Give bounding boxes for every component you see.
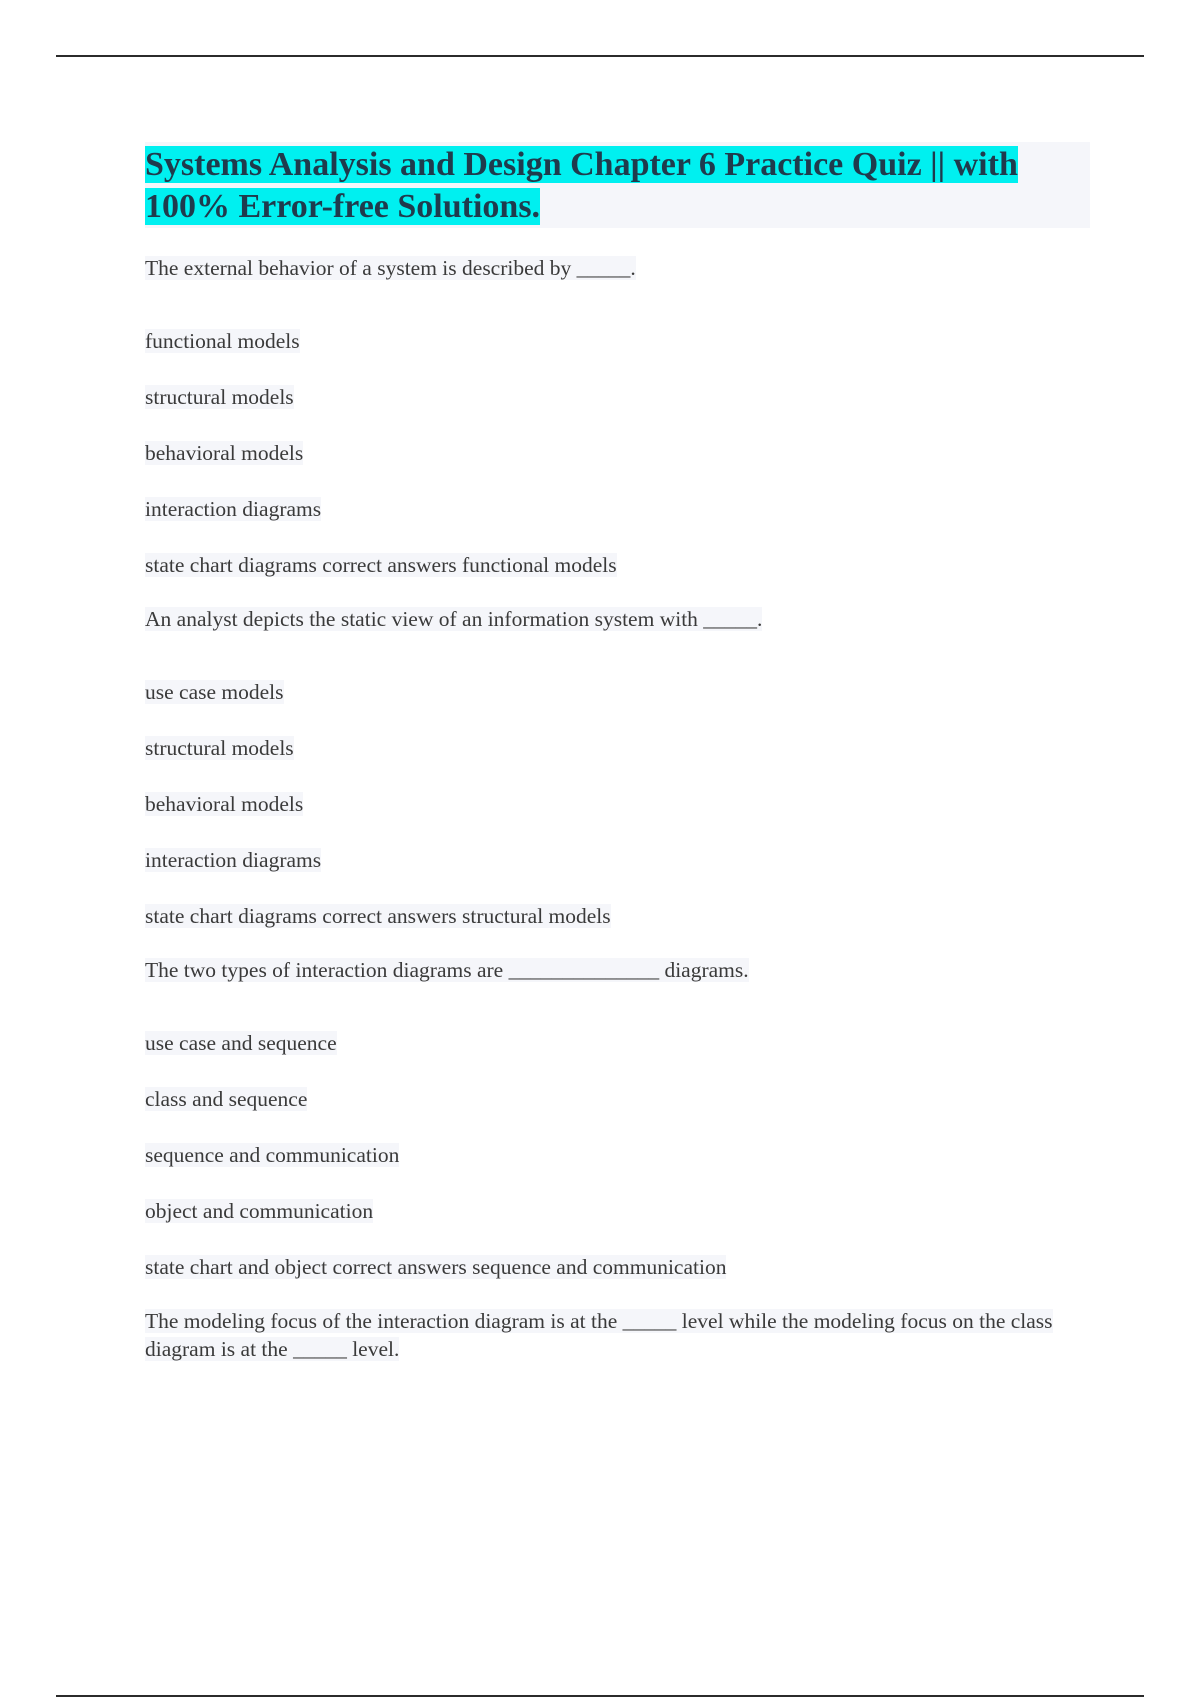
answer-option: sequence and communication: [145, 1143, 400, 1167]
question-text: The external behavior of a system is described by _____.: [145, 256, 636, 280]
answer-option: use case models: [145, 680, 284, 704]
question-text: The two types of interaction diagrams are ______________ diagrams.: [145, 958, 749, 982]
header-rule: [56, 55, 1144, 57]
correct-answer-line: state chart diagrams correct answers functional models: [145, 553, 617, 577]
answer-option: behavioral models: [145, 792, 304, 816]
answer-option: class and sequence: [145, 1087, 308, 1111]
answer-option: structural models: [145, 385, 294, 409]
answer-option: use case and sequence: [145, 1031, 337, 1055]
correct-answer-line: state chart diagrams correct answers structural models: [145, 904, 611, 928]
question-text: An analyst depicts the static view of an information system with _____.: [145, 607, 763, 631]
title-block: [145, 142, 1090, 228]
document-title: Systems Analysis and Design Chapter 6 Practice Quiz || with 100% Error-free Solutions.: [145, 146, 1018, 225]
answer-option: object and communication: [145, 1199, 374, 1223]
answer-option: interaction diagrams: [145, 497, 322, 521]
footer-rule: [56, 1695, 1144, 1697]
answer-option: functional models: [145, 329, 300, 353]
answer-option: interaction diagrams: [145, 848, 322, 872]
correct-answer-line: state chart and object correct answers sequence and communication: [145, 1255, 727, 1279]
document-body: [145, 142, 1090, 1363]
question-text: The modeling focus of the interaction diagram is at the _____ level while the modeling focus on the class diagram is at the _____ level.: [145, 1309, 1053, 1361]
answer-option: structural models: [145, 736, 294, 760]
answer-option: behavioral models: [145, 441, 304, 465]
